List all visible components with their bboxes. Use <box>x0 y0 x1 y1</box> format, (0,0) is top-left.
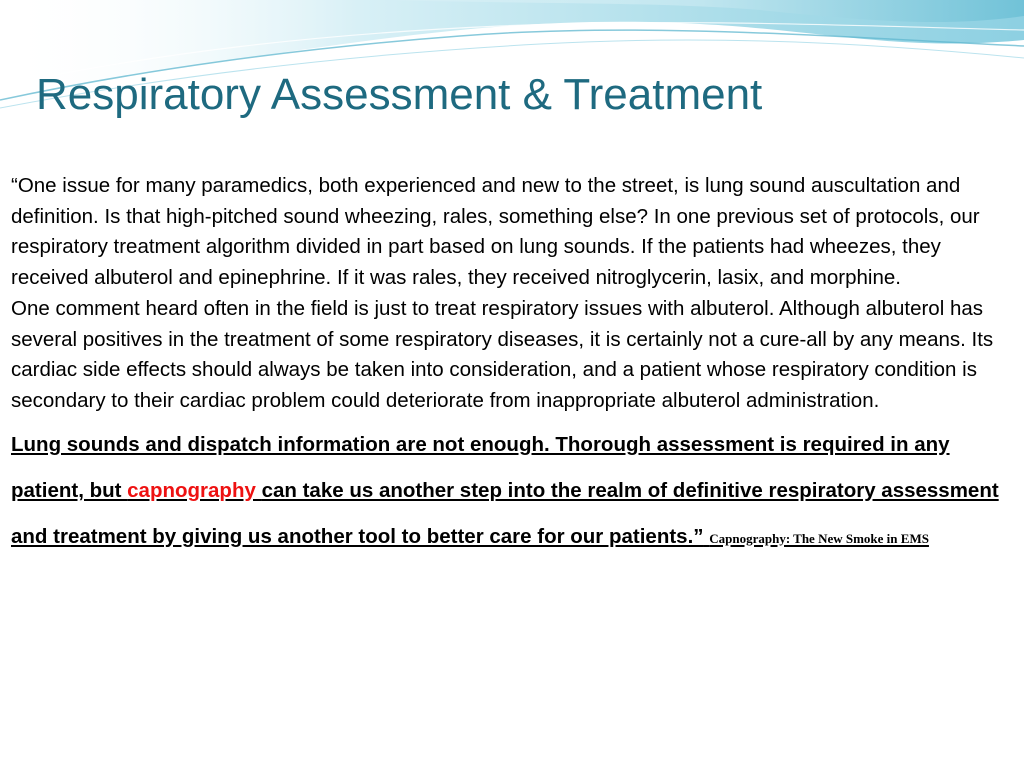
quote-paragraph-1: “One issue for many paramedics, both experienced and new to the street, is lung sound auscultation and definition. Is that high-pitched sound wheezing, rales, something else? In one previous set of protocols, our respiratory treatment algorithm divided in part based on lung sounds. If the patients had wheezes, they received albuterol and epinephrine. If it was rales, they received nitroglycerin, lasix, and morphine. <box>11 174 980 290</box>
emphasis-text-part-2: can take us another step into the realm of definitive respiratory assessment and treatment by giving us another tool to better care for our patients.” <box>11 478 999 548</box>
quote-paragraph-2: One comment heard often in the field is just to treat respiratory issues with albuterol. Although albuterol has several positives in the treatment of some respiratory diseases, it is certainly not a cure-all by any means. Its cardiac side effects should always be taken into consideration, and a patient whose respiratory condition is secondary to their cardiac problem could deteriorate from inappropriate albuterol administration. <box>11 296 994 412</box>
capnography-highlight: capnography <box>127 478 262 502</box>
slide-title: Respiratory Assessment & Treatment <box>36 70 763 119</box>
emphasis-text-part-1: Lung sounds and dispatch information are not enough. Thorough assessment is required in any patient, but <box>11 432 950 502</box>
slide-body <box>11 171 1011 562</box>
citation-source: Capnography: The New Smoke in EMS <box>709 530 929 546</box>
emphasis-paragraph <box>11 422 1011 562</box>
